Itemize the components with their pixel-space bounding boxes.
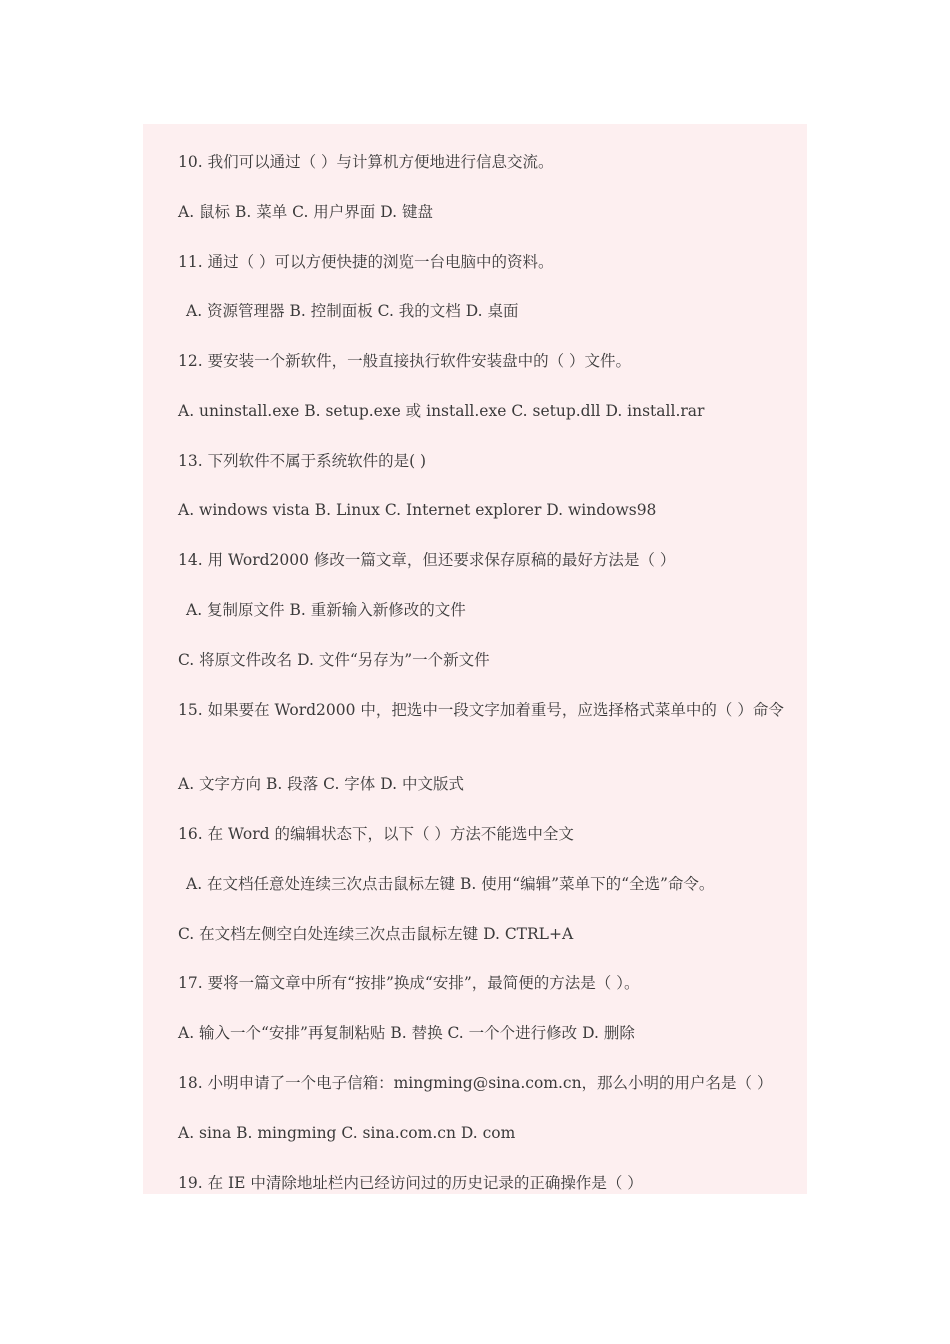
question-14-options-cd: C. 将原文件改名 D. 文件“另存为”一个新文件 (178, 651, 490, 669)
question-10: 10. 我们可以通过（ ）与计算机方便地进行信息交流。 (178, 153, 554, 171)
question-16: 16. 在 Word 的编辑状态下，以下（ ）方法不能选中全文 (178, 825, 574, 843)
question-13: 13. 下列软件不属于系统软件的是( ) (178, 452, 427, 470)
question-17-options: A. 输入一个“安排”再复制粘贴 B. 替换 C. 一个个进行修改 D. 删除 (178, 1024, 635, 1042)
document-content-area (143, 124, 807, 1194)
question-11-options: A. 资源管理器 B. 控制面板 C. 我的文档 D. 桌面 (186, 302, 519, 320)
question-12: 12. 要安装一个新软件，一般直接执行软件安装盘中的（ ）文件。 (178, 352, 632, 370)
question-17: 17. 要将一篇文章中所有“按排”换成“安排”，最简便的方法是（ ）。 (178, 974, 640, 992)
question-18-options: A. sina B. mingming C. sina.com.cn D. com (178, 1124, 516, 1142)
question-14-options-ab: A. 复制原文件 B. 重新输入新修改的文件 (186, 601, 466, 619)
question-14: 14. 用 Word2000 修改一篇文章，但还要求保存原稿的最好方法是（ ） (178, 551, 676, 569)
question-12-options: A. uninstall.exe B. setup.exe 或 install.exe C. setup.dll D. install.rar (178, 402, 705, 420)
question-15-options: A. 文字方向 B. 段落 C. 字体 D. 中文版式 (178, 775, 464, 793)
question-16-options-ab: A. 在文档任意处连续三次点击鼠标左键 B. 使用“编辑”菜单下的“全选”命令。 (186, 875, 715, 893)
question-10-options: A. 鼠标 B. 菜单 C. 用户界面 D. 键盘 (178, 203, 433, 221)
question-13-options: A. windows vista B. Linux C. Internet explorer D. windows98 (178, 501, 657, 519)
question-16-options-cd: C. 在文档左侧空白处连续三次点击鼠标左键 D. CTRL+A (178, 925, 574, 943)
question-19: 19. 在 IE 中清除地址栏内已经访问过的历史记录的正确操作是（ ） (178, 1174, 643, 1192)
question-18: 18. 小明申请了一个电子信箱：mingming@sina.com.cn，那么小明的用户名是（ ） (178, 1074, 773, 1092)
question-15: 15. 如果要在 Word2000 中，把选中一段文字加着重号，应选择格式菜单中的（ ）命令 (178, 701, 784, 719)
question-11: 11. 通过（ ）可以方便快捷的浏览一台电脑中的资料。 (178, 253, 554, 271)
